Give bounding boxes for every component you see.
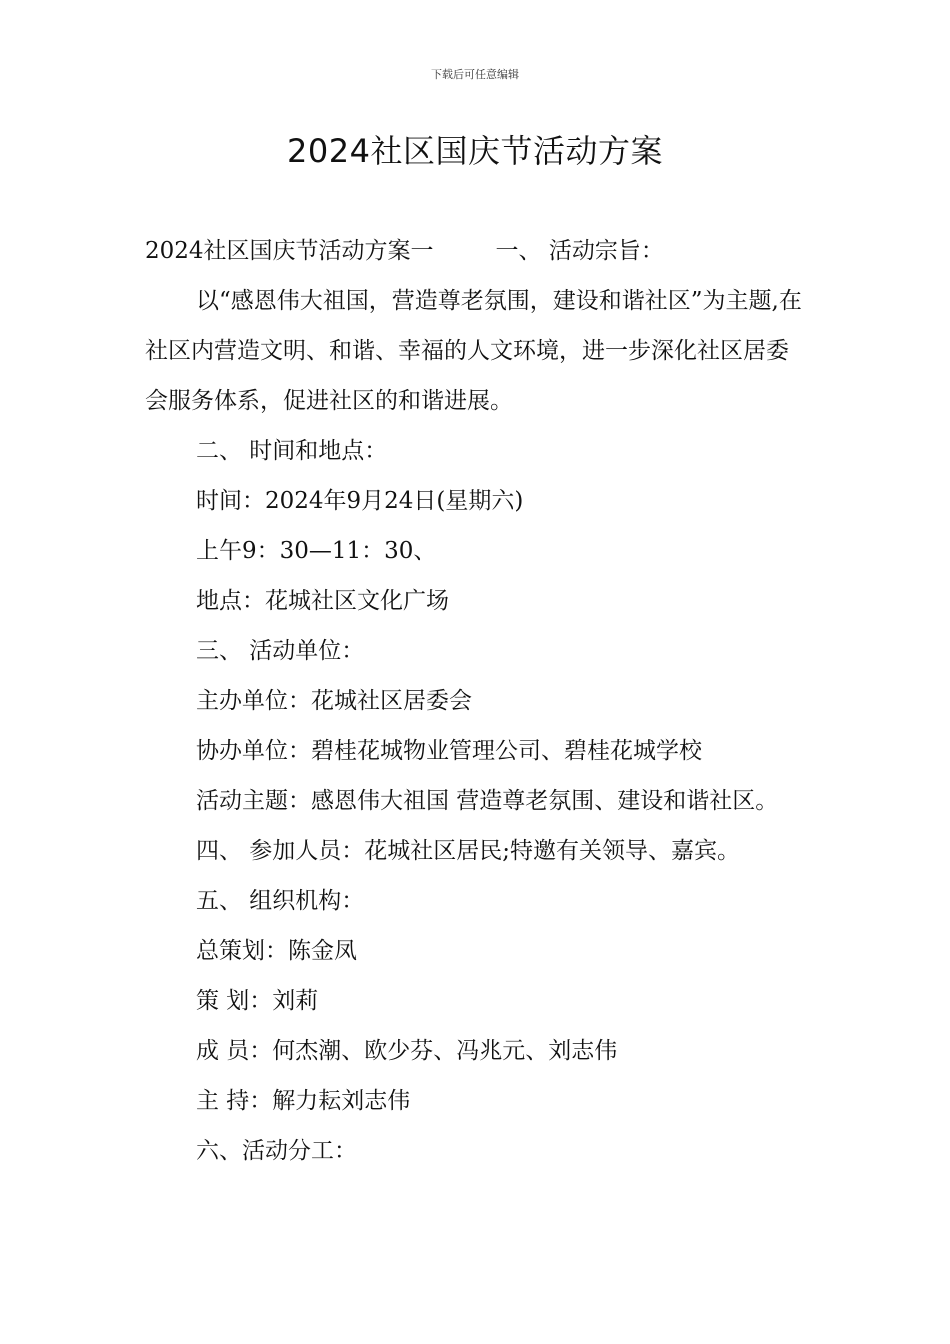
- section-heading-organization: 五、 组织机构：: [196, 888, 365, 914]
- place-line: 地点：花城社区文化广场: [196, 588, 449, 614]
- planner-line: 策 划：刘莉: [196, 988, 319, 1014]
- host-line: 主 持：解力耘刘志伟: [196, 1088, 411, 1114]
- purpose-paragraph: 以“感恩伟大祖国，营造尊老氛围，建设和谐社区”为主题,在社区内营造文明、和谐、幸福的人文环境，进一步深化社区居委会服务体系，促进社区的和谐进展。: [145, 288, 802, 414]
- document-body: [145, 226, 807, 1176]
- time-line: 时间：2024年9月24日(星期六): [196, 488, 524, 514]
- host-unit-line: 主办单位：花城社区居委会: [196, 688, 472, 714]
- theme-paragraph: 活动主题：感恩伟大祖国 营造尊老氛围、建设和谐社区。: [196, 788, 779, 814]
- co-host-unit-line: 协办单位：碧桂花城物业管理公司、碧桂花城学校: [196, 738, 702, 764]
- document-title: 2024社区国庆节活动方案: [287, 132, 663, 170]
- chief-planner-line: 总策划：陈金凤: [196, 938, 357, 964]
- intro-line: [145, 226, 807, 276]
- section-heading-division: 六、活动分工：: [196, 1138, 357, 1164]
- section-heading-purpose: 一、 活动宗旨：: [495, 238, 664, 264]
- intro-subtitle: 2024社区国庆节活动方案一: [145, 238, 434, 264]
- members-line: 成 员：何杰潮、欧少芬、冯兆元、刘志伟: [196, 1038, 618, 1064]
- participants-line: 四、 参加人员：花城社区居民;特邀有关领导、嘉宾。: [196, 838, 741, 864]
- section-heading-units: 三、 活动单位：: [196, 638, 365, 664]
- section-heading-time-place: 二、 时间和地点：: [196, 438, 388, 464]
- time-range-line: 上午9：30—11：30、: [196, 538, 437, 564]
- header-note: 下载后可任意编辑: [431, 68, 519, 81]
